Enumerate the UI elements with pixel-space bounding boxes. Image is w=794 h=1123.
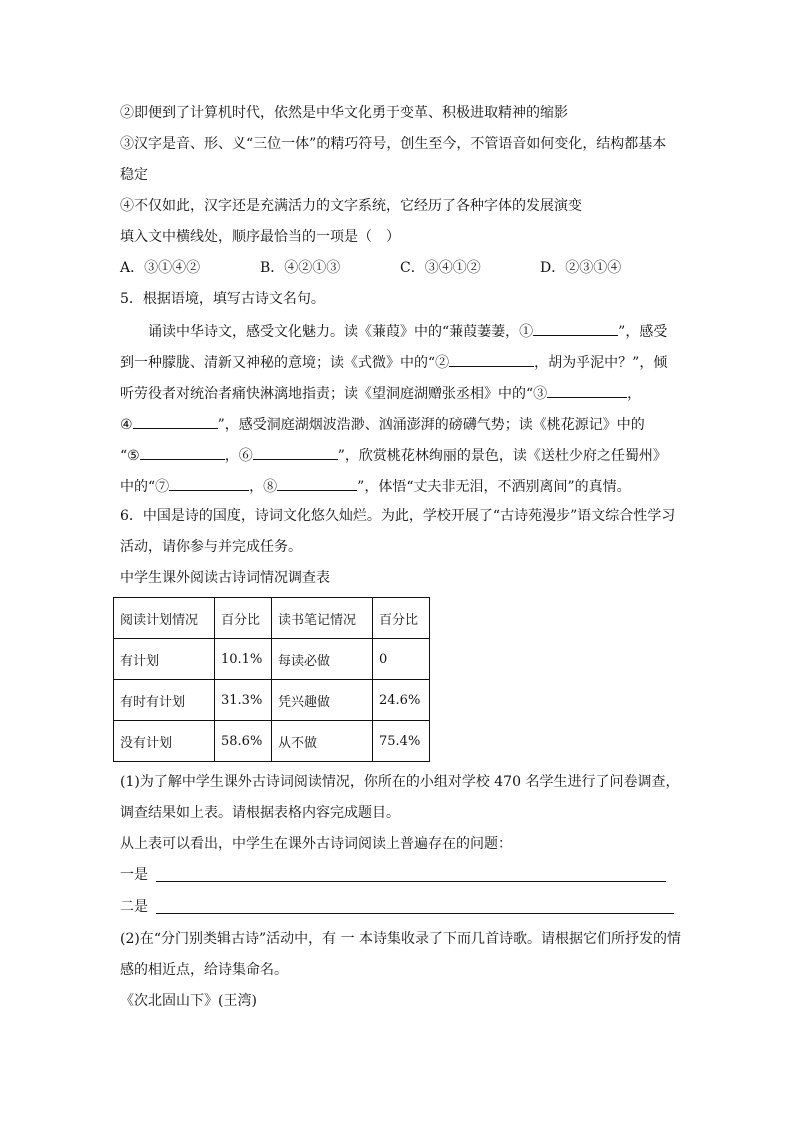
text-line: ②即便到了计算机时代，依然是中华文化勇于变革、积极进取精神的缩影 [120, 105, 568, 121]
q5-text: 中的“⑦ [120, 479, 170, 495]
text-line: 调查结果如上表。请根据表格内容完成题目。 [120, 805, 400, 821]
q5-line-5 [120, 444, 667, 466]
text-line: ④不仅如此，汉字还是充满活力的文字系统，它经历了各种字体的发展演变 [120, 198, 582, 214]
text-line: 感的相近点，给诗集命名。 [120, 962, 288, 978]
q5-line-6 [120, 475, 631, 497]
q5-text: ④ [120, 417, 133, 433]
table-cell: 10.1% [215, 639, 272, 680]
text-line: 稳定 [120, 167, 148, 183]
text-line: (2)在“分门别类辑古诗”活动中，有 一 本诗集收录了下而几首诗歌。请根据它们所抒发的情 [120, 931, 682, 947]
q5-text: ”，体悟“丈夫非无泪，不洒别离间”的真情。 [357, 479, 631, 495]
table-header-cell: 阅读计划情况 [114, 598, 215, 639]
fill-blank-7[interactable] [169, 475, 249, 491]
q5-text: ”，感受洞庭湖烟波浩渺、汹涌澎湃的磅礴气势；读《桃花源记》中的 [217, 417, 645, 433]
table-cell: 31.3% [215, 680, 272, 721]
option-a[interactable]: A．③①④② [120, 260, 201, 276]
table-cell: 有时有计划 [114, 680, 215, 721]
table-cell: 从不做 [272, 721, 373, 762]
fill-blank-1[interactable] [533, 320, 618, 336]
q5-line-3 [120, 382, 641, 404]
option-c[interactable]: C．③④①② [400, 260, 481, 276]
table-cell: 没有计划 [114, 721, 215, 762]
table-header-cell: 百分比 [373, 598, 430, 639]
table-header-row [114, 598, 430, 639]
fill-blank-8[interactable] [277, 475, 357, 491]
table-cell: 有计划 [114, 639, 215, 680]
text-line: 活动，请你参与并完成任务。 [120, 539, 302, 555]
q5-text: ”，欣赏桃花林绚丽的景色，读《送杜少府之任蜀州》 [337, 448, 667, 464]
fill-blank-4[interactable] [133, 413, 218, 429]
table-cell: 0 [373, 639, 430, 680]
q5-text: ，⑥ [224, 448, 253, 464]
option-b[interactable]: B．④②①③ [260, 260, 341, 276]
q5-text: ”，感受 [618, 324, 668, 340]
table-cell: 24.6% [373, 680, 430, 721]
q5-line-1 [120, 320, 667, 342]
q5-text: 到一种朦胧、清新又神秘的意境；读《式微》中的“② [120, 355, 450, 371]
table-title: 中学生课外阅读古诗词情况调查表 [120, 570, 330, 586]
table-row [114, 721, 430, 762]
table-header-cell: 百分比 [215, 598, 272, 639]
table-cell: 凭兴趣做 [272, 680, 373, 721]
answer-options [120, 258, 621, 278]
q5-text: 诵读中华诗文，感受文化魅力。读《蒹葭》中的“蒹葭萋萋，① [120, 324, 534, 340]
option-d[interactable]: D．②③①④ [540, 260, 622, 276]
table-cell: 58.6% [215, 721, 272, 762]
answer-label-1: 一是 [120, 867, 148, 883]
table-row [114, 680, 430, 721]
table-header-cell: 读书笔记情况 [272, 598, 373, 639]
fill-blank-3[interactable] [547, 382, 627, 398]
answer-line-1[interactable] [156, 880, 666, 882]
fill-blank-5[interactable] [140, 444, 225, 460]
q5-text: ，胡为乎泥中？”，倾 [534, 355, 668, 371]
table-cell: 每读必做 [272, 639, 373, 680]
q5-text: ， [627, 386, 642, 402]
text-line: ③汉字是音、形、义“三位一体”的精巧符号，创生至今，不管语音如何变化，结构都基本 [120, 136, 667, 152]
q5-line-2 [120, 351, 667, 373]
question-5-title: 5．根据语境，填写古诗文名句。 [120, 291, 325, 307]
fill-blank-2[interactable] [449, 351, 534, 367]
q5-text: “⑤ [120, 448, 140, 464]
question-prompt: 填入文中横线处，顺序最恰当的一项是（ ） [120, 229, 400, 245]
q5-text: 听劳役者对统治者痛快淋漓地指责；读《望洞庭湖赠张丞相》中的“③ [120, 386, 548, 402]
table-row [114, 639, 430, 680]
q5-line-4 [120, 413, 645, 435]
answer-line-2[interactable] [156, 912, 674, 914]
question-6-title: 6．中国是诗的国度，诗词文化悠久灿烂。为此，学校开展了“古诗苑漫步”语文综合性学习 [120, 508, 676, 524]
q5-text: ，⑧ [249, 479, 278, 495]
table-cell: 75.4% [373, 721, 430, 762]
survey-table [113, 597, 430, 762]
text-line: 从上表可以看出，中学生在课外古诗词阅读上普遍存在的问题： [120, 836, 512, 852]
answer-label-2: 二是 [120, 899, 148, 915]
poem-title: 《次北固山下》(王湾) [120, 993, 257, 1009]
fill-blank-6[interactable] [253, 444, 338, 460]
text-line: (1)为了解中学生课外古诗词阅读情况，你所在的小组对学校 470 名学生进行了问卷调查， [120, 774, 680, 790]
